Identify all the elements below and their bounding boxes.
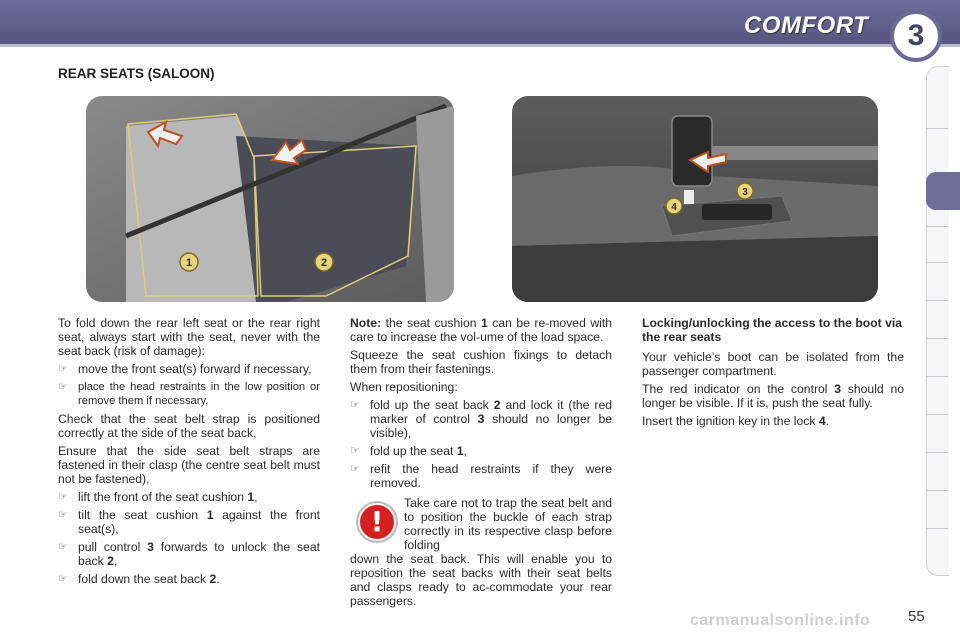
column-notes [350,316,612,612]
chapter-number-badge: 3 [890,10,942,62]
check-text: Check that the seat belt strap is positioned correctly at the side of the seat back, [58,412,320,440]
list-item: ☞ refit the head restraints if they were removed. [350,462,612,490]
pointing-hand-icon: ☞ [58,541,68,553]
list-item: ☞ fold up the seat back 2 and lock it (the red marker of control 3 should no longer be visible), [350,398,612,440]
red-indicator-text: The red indicator on the control 3 should no longer be visible. If it is, push the seat fully. [642,382,904,410]
pointing-hand-icon: ☞ [350,463,360,475]
side-tab-divider [926,452,948,453]
ignition-key-text: Insert the ignition key in the lock 4. [642,414,829,428]
side-tab-divider [926,376,948,377]
page-number: 55 [908,608,925,625]
list-item: ☞ place the head restraints in the low position or remove them if necessary, [58,381,320,407]
pointing-hand-icon: ☞ [350,445,360,457]
callout-1-label: 1 [185,257,193,269]
side-tab-divider [926,300,948,301]
side-tab-divider [926,226,948,227]
boot-lock-heading: Locking/unlocking the access to the boot via the rear seats [642,316,903,344]
when-text: When repositioning: [350,380,458,394]
boot-isolation-text: Your vehicle’s boot can be isolated from the passenger compartment. [642,350,904,378]
side-tab-divider [926,528,948,529]
rear-seat-photo [86,96,454,302]
list-item: ☞ lift the front of the seat cushion 1, [58,490,258,504]
squeeze-text: Squeeze the seat cushion fixings to detach them from their fastenings. [350,348,612,376]
intro-text: To fold down the rear left seat or the rear right seat, always start with the seat, never with the seat back (risk of damage): [58,316,320,358]
list-item: ☞ pull control 3 forwards to unlock the seat back 2, [58,540,320,568]
note-text: Note: the seat cushion 1 can be re-moved with care to increase the vol-ume of the load space. [350,316,612,344]
chapter-title: COMFORT [744,12,869,39]
list-item: ☞ fold up the seat 1, [350,444,467,458]
list-item: ☞ fold down the seat back 2. [58,572,220,586]
callout-2-label: 2 [320,257,328,269]
pointing-hand-icon: ☞ [58,509,68,521]
ensure-text: Ensure that the side seat belt straps are fastened in their clasp (the centre seat belt must not be fastened), [58,444,320,486]
list-item: ☞ tilt the seat cushion 1 against the front seat(s), [58,508,321,536]
pointing-hand-icon: ☞ [58,491,68,503]
side-tab-divider [926,490,948,491]
pointing-hand-icon: ☞ [58,573,68,585]
side-tab-divider [926,262,948,263]
pointing-hand-icon: ☞ [350,399,360,411]
warning-text-bottom: down the seat back. This will enable you to reposition the seat backs with their seat belts and clasps ready to ac-commodate your rear passengers. [350,552,612,608]
chapter-side-tabs [926,66,949,576]
pointing-hand-icon: ☞ [58,363,68,375]
side-tab-divider [926,414,948,415]
side-tab-active-chapter[interactable] [926,172,960,210]
side-tab-divider [926,128,948,129]
column-fold-down [58,316,320,590]
list-item: ☞ move the front seat(s) forward if necessary, [58,362,312,376]
header-divider [0,44,960,47]
warning-icon: ! [358,503,396,541]
section-title: REAR SEATS (SALOON) [58,66,215,81]
side-tab-divider [926,338,948,339]
column-boot-lock [642,316,904,432]
callout-4-label: 4 [671,202,677,213]
pointing-hand-icon: ☞ [58,381,68,393]
warning-text-top: Take care not to trap the seat belt and to position the buckle of each strap correctly in its respective clasp before folding [404,496,612,552]
boot-lock-photo [512,96,878,302]
callout-3-label: 3 [742,187,748,198]
watermark: carmanualsonline.info [690,612,871,629]
